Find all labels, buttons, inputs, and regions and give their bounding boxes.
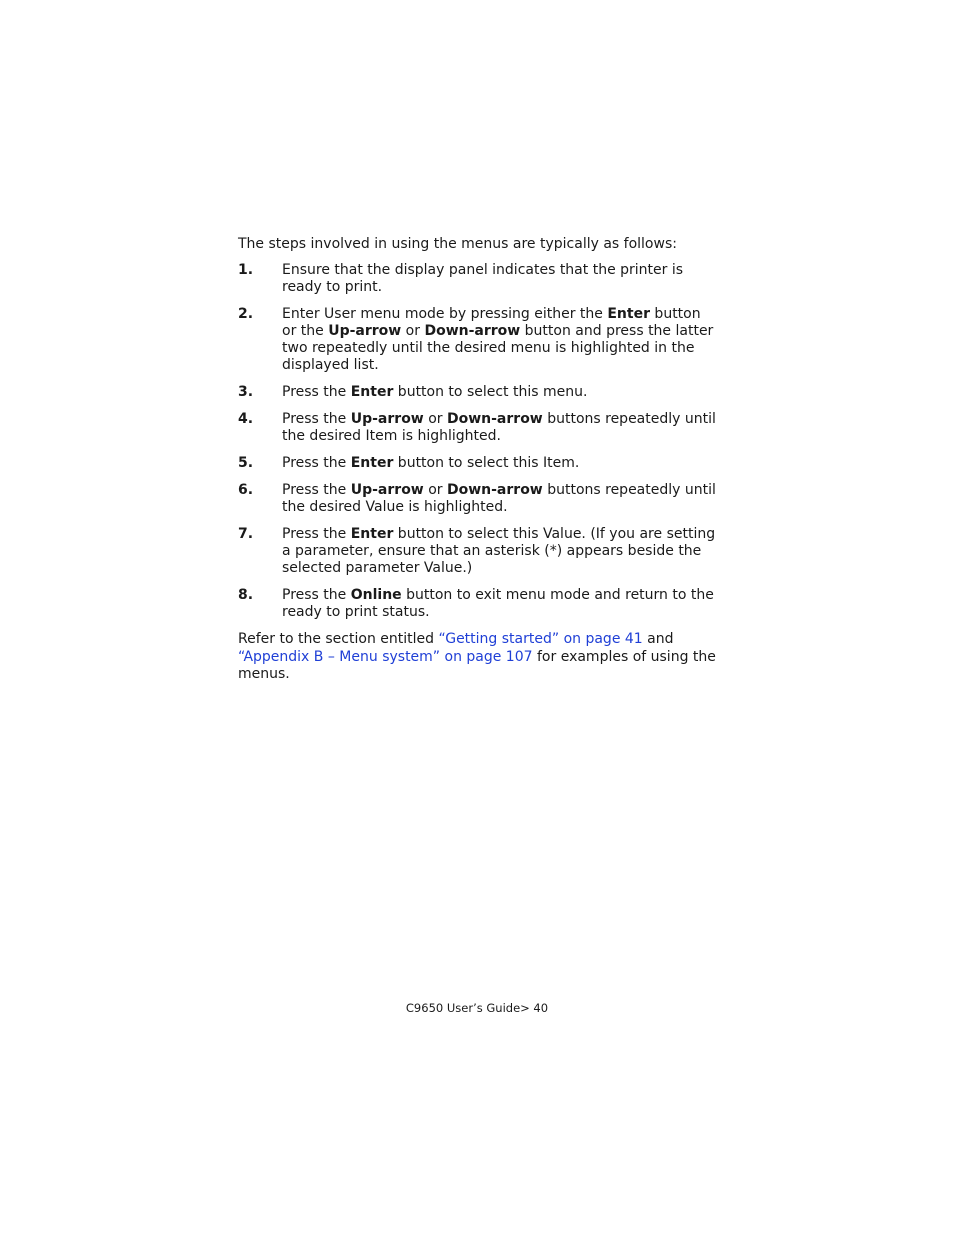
step-text [282,262,718,296]
button-name: Up-arrow [350,482,424,498]
step-text-segment: Enter User menu mode by pressing either the [282,306,608,322]
step-number: 6. [238,482,254,498]
step-text [282,384,718,401]
step-number: 2. [238,306,254,322]
refer-paragraph [238,631,718,684]
step-text-segment: button to exit menu mode and return to the ready to print status. [282,587,714,620]
step-text-segment: Press the [282,411,351,427]
button-name: Up-arrow [328,323,402,339]
step-text [282,411,718,445]
refer-text-before: Refer to the section entitled [238,631,439,647]
step-text-segment: or [423,482,447,498]
step-text-segment: button to select this Item. [393,455,580,471]
step-text [282,455,718,472]
intro-paragraph: The steps involved in using the menus are typically as follows: [238,236,677,252]
step-text [282,587,718,621]
step-number: 4. [238,411,254,427]
button-name: Down-arrow [446,411,543,427]
page-content [238,236,718,684]
step-item [238,526,718,577]
step-item [238,306,718,374]
steps-list [238,262,718,621]
button-name: Down-arrow [424,323,521,339]
step-text-segment: Press the [282,587,351,603]
step-text-segment: Press the [282,526,351,542]
step-item [238,482,718,516]
step-item [238,384,718,401]
button-name: Enter [607,306,650,322]
step-text [282,306,718,374]
step-number: 3. [238,384,254,400]
button-name: Online [350,587,402,603]
step-text-segment: button and press the latter two repeatedly until the desired menu is highlighted in the displayed list. [282,323,714,373]
step-item [238,455,718,472]
getting-started-link[interactable]: “Getting started” on page 41 [438,631,643,647]
button-name: Enter [350,526,394,542]
refer-text-after: for examples of using the menus. [238,648,716,682]
step-text-segment: button or the [282,306,701,339]
step-number: 1. [238,262,254,278]
step-item [238,262,718,296]
page-footer: C9650 User’s Guide> 40 [405,1001,549,1015]
button-name: Enter [350,455,394,471]
button-name: Enter [350,384,394,400]
button-name: Down-arrow [446,482,543,498]
button-name: Up-arrow [350,411,424,427]
step-text-segment: or [401,323,425,339]
step-text-segment: Press the [282,384,351,400]
step-item [238,411,718,445]
step-text-segment: buttons repeatedly until the desired Item is highlighted. [282,411,716,444]
step-text-segment: Press the [282,455,351,471]
step-text-segment: buttons repeatedly until the desired Value is highlighted. [282,482,716,515]
step-text-segment: button to select this Value. (If you are setting a parameter, ensure that an asterisk (*) appears beside the selected parameter Value.) [282,526,716,576]
step-number: 7. [238,526,254,542]
step-item [238,587,718,621]
step-text [282,482,718,516]
step-text-segment: or [423,411,447,427]
step-text-segment: Ensure that the display panel indicates that the printer is ready to print. [282,262,684,295]
step-number: 5. [238,455,254,471]
step-text [282,526,718,577]
refer-text-middle: and [642,631,674,647]
step-number: 8. [238,587,254,603]
appendix-b-link[interactable]: “Appendix B – Menu system” on page 107 [238,648,533,665]
step-text-segment: Press the [282,482,351,498]
step-text-segment: button to select this menu. [393,384,588,400]
